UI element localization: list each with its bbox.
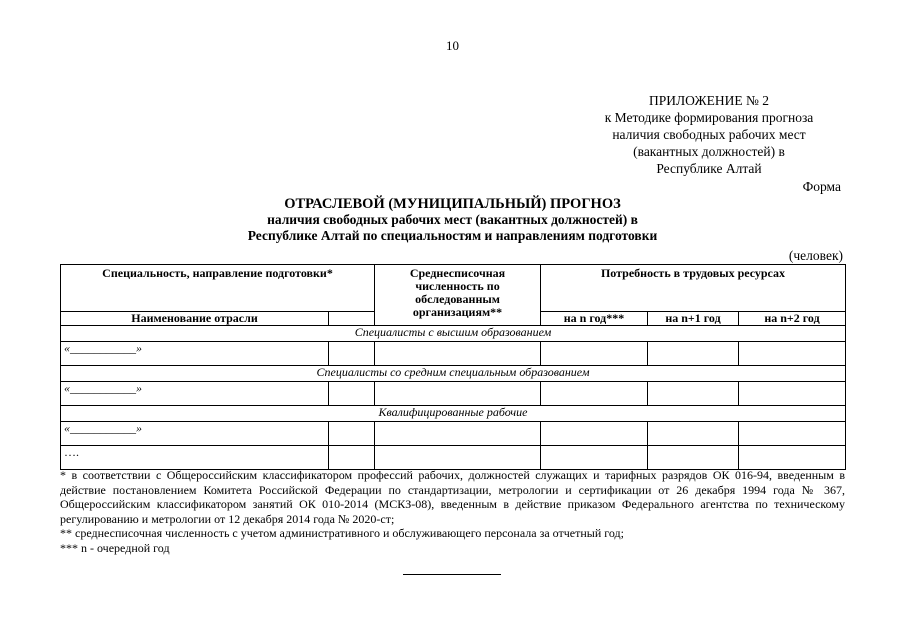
table-cell: [329, 312, 375, 326]
section-secondary-education: Специалисты со средним специальным образованием: [61, 366, 846, 382]
placeholder-cell: «___________»: [61, 422, 329, 446]
appendix-line: ПРИЛОЖЕНИЕ № 2: [648, 93, 770, 108]
table-cell: [329, 342, 375, 366]
table-cell: [739, 422, 846, 446]
footnote-2: ** среднесписочная численность с учетом административного и обслуживающего персонала за отчетный год;: [60, 526, 624, 540]
footnote-3: *** n - очередной год: [60, 540, 170, 555]
section-higher-education: Специалисты с высшим образованием: [61, 326, 846, 342]
title-line-3: Республике Алтай по специальностям и направлениям подготовки: [247, 228, 658, 243]
table-cell: [648, 342, 739, 366]
table-cell: [648, 446, 739, 470]
table-cell: [648, 382, 739, 406]
table-cell: [648, 422, 739, 446]
title-line-2: наличия свободных рабочих мест (вакантных должностей) в: [267, 212, 638, 227]
document-title: [0, 196, 905, 244]
page-number: 10: [446, 38, 459, 53]
separator-line: [403, 574, 501, 575]
footnotes: [60, 468, 845, 555]
footnote-1: * в соответствии с Общероссийским классификатором профессий рабочих, должностей служащих и тарифных разрядов ОК 016-94, введенным в действие постановлением Комитета Российской Федерации по стандартизации, метрологии и сертификации от 26 декабря 1994 года № 367, Общероссийским классификатором занятий ОК 010-2014 (МСКЗ-08), введенным в действие приказом Федерального агентства по техническому регулированию и метрологии от 12 декабря 2014 года № 2020-ст;: [60, 468, 845, 526]
units-label: (человек): [788, 248, 843, 263]
header-specialty: Специальность, направление подготовки*: [61, 265, 375, 312]
table-cell: [375, 446, 541, 470]
table-cell: [329, 446, 375, 470]
table-cell: [739, 382, 846, 406]
table-cell: [541, 422, 648, 446]
header-labor-need: Потребность в трудовых ресурсах: [541, 265, 846, 312]
table-cell: [739, 342, 846, 366]
table-cell: [541, 382, 648, 406]
title-line-1: ОТРАСЛЕВОЙ (МУНИЦИПАЛЬНЫЙ) ПРОГНОЗ: [284, 196, 621, 212]
header-year-n2: на n+2 год: [739, 312, 846, 326]
table-cell: [375, 422, 541, 446]
placeholder-cell: «___________»: [61, 382, 329, 406]
section-skilled-workers: Квалифицированные рабочие: [61, 406, 846, 422]
header-year-n: на n год***: [541, 312, 648, 326]
appendix-line: Республике Алтай: [656, 161, 762, 176]
table-cell: [329, 422, 375, 446]
header-average-headcount: Среднесписочная численность по обследованным организациям**: [375, 265, 541, 326]
form-label: Форма: [802, 179, 841, 194]
appendix-line: наличия свободных рабочих мест: [612, 127, 806, 142]
ellipsis-cell: ….: [61, 446, 329, 470]
table-cell: [541, 446, 648, 470]
placeholder-cell: «___________»: [61, 342, 329, 366]
appendix-block: [584, 92, 834, 177]
table-cell: [541, 342, 648, 366]
header-industry: Наименование отрасли: [61, 312, 329, 326]
table-cell: [375, 382, 541, 406]
appendix-line: к Методике формирования прогноза: [604, 110, 814, 125]
forecast-table: [60, 264, 846, 470]
header-year-n1: на n+1 год: [648, 312, 739, 326]
table-cell: [329, 382, 375, 406]
table-cell: [739, 446, 846, 470]
appendix-line: (вакантных должностей) в: [633, 144, 785, 159]
table-cell: [375, 342, 541, 366]
